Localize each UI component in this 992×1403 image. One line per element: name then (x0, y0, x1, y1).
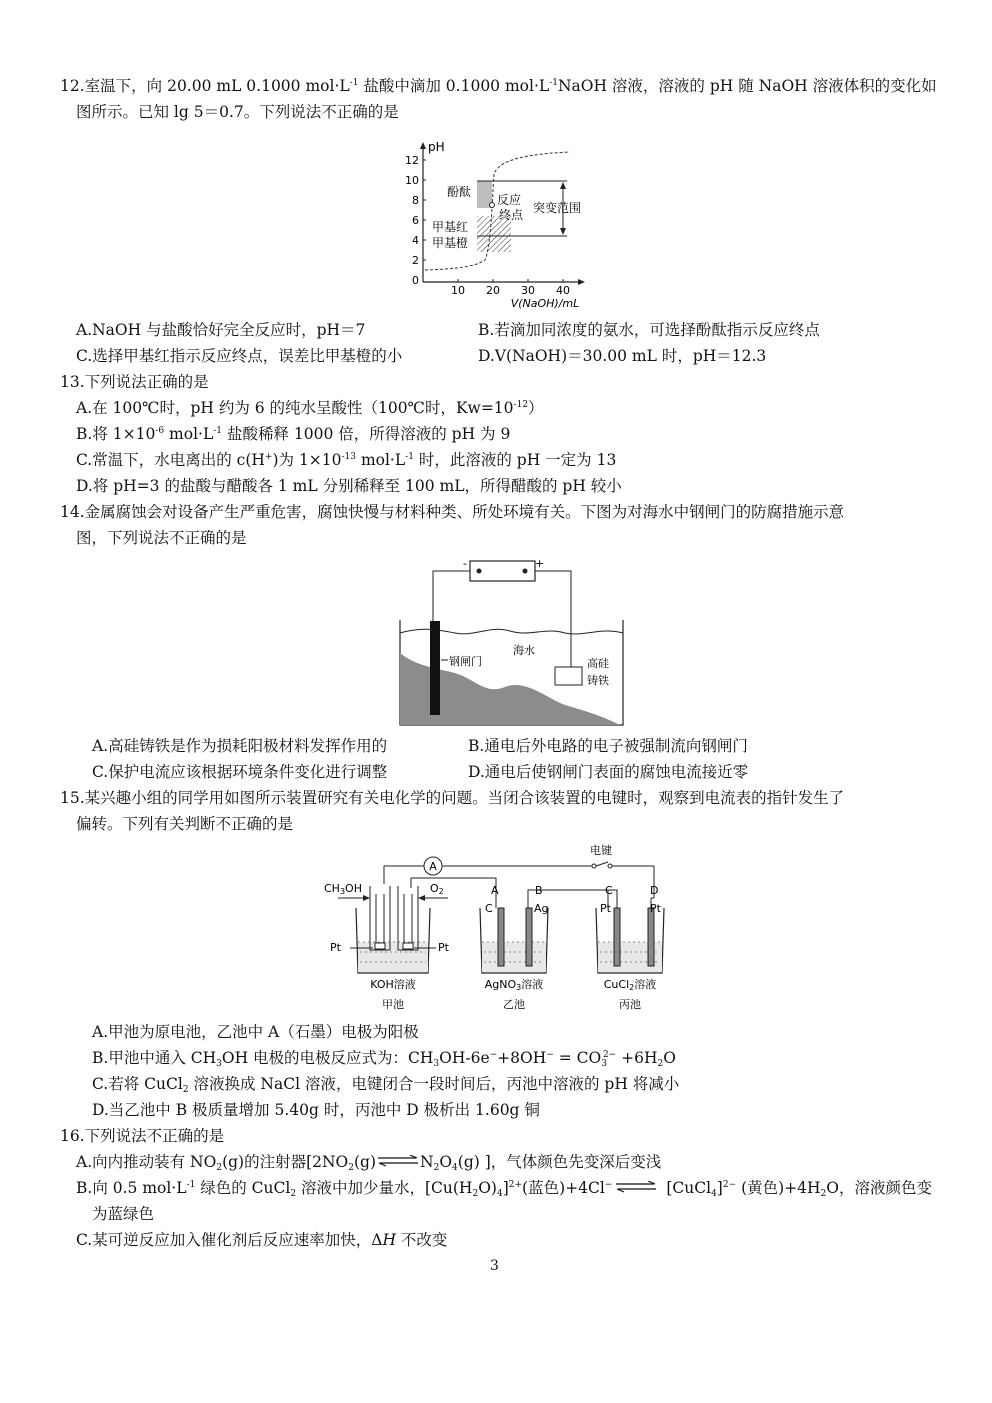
high-silicon-iron (555, 667, 582, 685)
switch-label: 电键 (590, 844, 612, 857)
label-cell-2: 乙池 (503, 998, 525, 1011)
label-iron-1: 高硅 (587, 657, 609, 670)
ch3oh-label: CH3OH (324, 882, 362, 896)
label-endpoint-2: 终点 (499, 208, 524, 222)
q15-option-d: D.当乙池中 B 极质量增加 5.40g 时，丙池中 D 极析出 1.60g 铜 (92, 1101, 540, 1119)
x-tick: 30 (521, 284, 535, 297)
q14-stem-line2: 图，下列说法不正确的是 (76, 529, 247, 547)
q14-option-c: C.保护电流应该根据环境条件变化进行调整 (92, 763, 388, 781)
q12-option-a: A.NaOH 与盐酸恰好完全反应时，pH＝7 (76, 321, 366, 339)
q15-stem-line1: 15.某兴趣小组的同学用如图所示装置研究有关电化学的问题。当闭合该装置的电键时，观察到电流表的指针发生了 (60, 789, 845, 807)
q16-option-b: B.向 0.5 $mol\cdot L^{-1}$ 绿色的 CuCl$_2$ 溶液中加少量水，$[Cu(H_2O)_4]^{2+}$(蓝色)+4Cl− [CuCl$_4$]$^{2-}$ (黄色)$+4H_2O$，溶液颜色变 (76, 1179, 932, 1199)
label-a: A (491, 884, 499, 897)
titration-curve-figure (395, 134, 610, 314)
label-methyl-red: 甲基红 (432, 220, 469, 234)
label-d: D (650, 884, 659, 897)
label-iron-2: 铸铁 (587, 674, 609, 687)
label-pt-electrode-2: Pt (650, 902, 661, 915)
pt-right-label: Pt (438, 941, 449, 954)
y-tick: 8 (412, 194, 419, 207)
q12-stem-line2: 图所示。已知 lg 5＝0.7。下列说法不正确的是 (76, 103, 399, 121)
q15-option-a: A.甲池为原电池，乙池中 A（石墨）电极为阳极 (92, 1023, 419, 1041)
label-cell-1: 甲池 (382, 998, 404, 1011)
label-jump-range: 突变范围 (533, 201, 582, 215)
switch (596, 862, 608, 866)
label-koh: KOH溶液 (370, 978, 416, 991)
q15-option-c: C.若将 CuCl$_2$ 溶液换成 NaCl 溶液，电键闭合一段时间后，丙池中溶液的 pH 将减小 (92, 1075, 680, 1095)
minus-sign: - (463, 557, 467, 570)
y-tick: 10 (405, 174, 419, 187)
y-tick: 4 (412, 234, 419, 247)
q16-stem: 16.下列说法不正确的是 (60, 1127, 225, 1145)
electrochemistry-setup-figure (318, 838, 678, 1018)
q16-option-b-continued: 为蓝绿色 (92, 1205, 155, 1223)
q13-option-a: A.在 100℃时，pH 约为 6 的纯水呈酸性（100℃时，$Kw=10^{-12}$） (76, 399, 544, 417)
label-endpoint-1: 反应 (497, 193, 522, 207)
label-agno3: AgNO3溶液 (484, 978, 544, 992)
label-cell-3: 丙池 (619, 998, 641, 1011)
label-methyl-orange: 甲基橙 (432, 236, 469, 250)
q14-option-b: B.通电后外电路的电子被强制流向钢闸门 (468, 737, 748, 755)
equilibrium-arrow-icon (376, 1155, 420, 1167)
sea-gate-protection-figure (395, 555, 630, 730)
y-tick: 2 (412, 254, 419, 267)
steel-gate (430, 621, 440, 715)
label-c-electrode: C (485, 902, 493, 915)
q16-option-c: C.某可逆反应加入催化剂后反应速率加快，ΔH 不改变 (76, 1231, 448, 1249)
q12-option-d: D.V(NaOH)＝30.00 mL 时，pH＝12.3 (478, 347, 767, 365)
x-tick: 20 (486, 284, 500, 297)
equilibrium-arrow-icon (614, 1181, 658, 1193)
q15-option-b: B.甲池中通入 $CH_3OH$ 电极的电极反应式为：$CH_3OH-6e^-+8OH^- = CO_3^{2-} +6H_2O$ (92, 1049, 676, 1069)
q12-option-c: C.选择甲基红指示反应终点，误差比甲基橙的小 (76, 347, 403, 365)
label-b: B (535, 884, 543, 897)
electrode-d-pt (648, 908, 654, 966)
electrode-b-silver (526, 908, 532, 966)
q12-stem-line1: 12.室温下，向 20.00 mL 0.1000 $mol\cdot L^{-1}$ 盐酸中滴加 0.1000 $mol\cdot L^{-1}NaOH$ 溶液，溶液的 pH 随 NaOH 溶液体积的变化如 (60, 77, 937, 95)
y-tick: 6 (412, 214, 419, 227)
q14-option-a: A.高硅铸铁是作为损耗阳极材料发挥作用的 (92, 737, 388, 755)
q14-option-d: D.通电后使钢闸门表面的腐蚀电流接近零 (468, 763, 749, 781)
q16-option-a: A.向内推动装有 $NO_2(g)$的注射器[$2NO_2(g)$ $N_2O_4(g)$ ]，气体颜色先变深后变浅 (76, 1153, 662, 1173)
y-tick: 12 (405, 154, 419, 167)
x-tick: 10 (451, 284, 465, 297)
label-c: C (605, 884, 613, 897)
label-pt-electrode-1: Pt (600, 902, 611, 915)
label-seawater: 海水 (513, 644, 535, 657)
pt-left-label: Pt (330, 941, 341, 954)
endpoint-marker (490, 203, 495, 208)
y-tick: 0 (412, 274, 419, 287)
plus-sign: + (535, 557, 545, 570)
label-ag-electrode: Ag (534, 902, 549, 915)
q14-stem-line1: 14.金属腐蚀会对设备产生严重危害，腐蚀快慢与材料种类、所处环境有关。下图为对海水中钢闸门的防腐措施示意 (60, 503, 845, 521)
label-cucl2: CuCl2溶液 (603, 978, 657, 992)
q12-option-b: B.若滴加同浓度的氨水，可选择酚酞指示反应终点 (478, 321, 820, 339)
x-tick: 40 (556, 284, 570, 297)
q15-stem-line2: 偏转。下列有关判断不正确的是 (76, 815, 294, 833)
o2-label: O2 (430, 882, 444, 896)
electrode-c-pt (614, 908, 620, 966)
page-number: 3 (490, 1258, 499, 1274)
ammeter-label: A (429, 860, 437, 873)
y-axis-label: pH (428, 140, 445, 154)
q13-option-d: D.将 pH=3 的盐酸与醋酸各 1 mL 分别稀释至 100 mL，所得醋酸的 pH 较小 (76, 477, 622, 495)
label-phenolphthalein: 酚酞 (447, 185, 472, 199)
q13-option-b: B.将 $1\times 10^{-6}$ $mol\cdot L^{-1}$ 盐酸稀释 1000 倍，所得溶液的 pH 为 9 (76, 425, 511, 443)
electrode-a-graphite (498, 908, 504, 966)
q13-option-c: C.常温下，水电离出的 c(H+)为 $1\times 10^{-13}$ $mol\cdot L^{-1}$ 时，此溶液的 pH 一定为 13 (76, 451, 617, 469)
q13-stem: 13.下列说法正确的是 (60, 373, 209, 391)
label-steel-gate: 钢闸门 (449, 655, 482, 668)
x-axis-label: V(NaOH)/mL (510, 297, 580, 310)
